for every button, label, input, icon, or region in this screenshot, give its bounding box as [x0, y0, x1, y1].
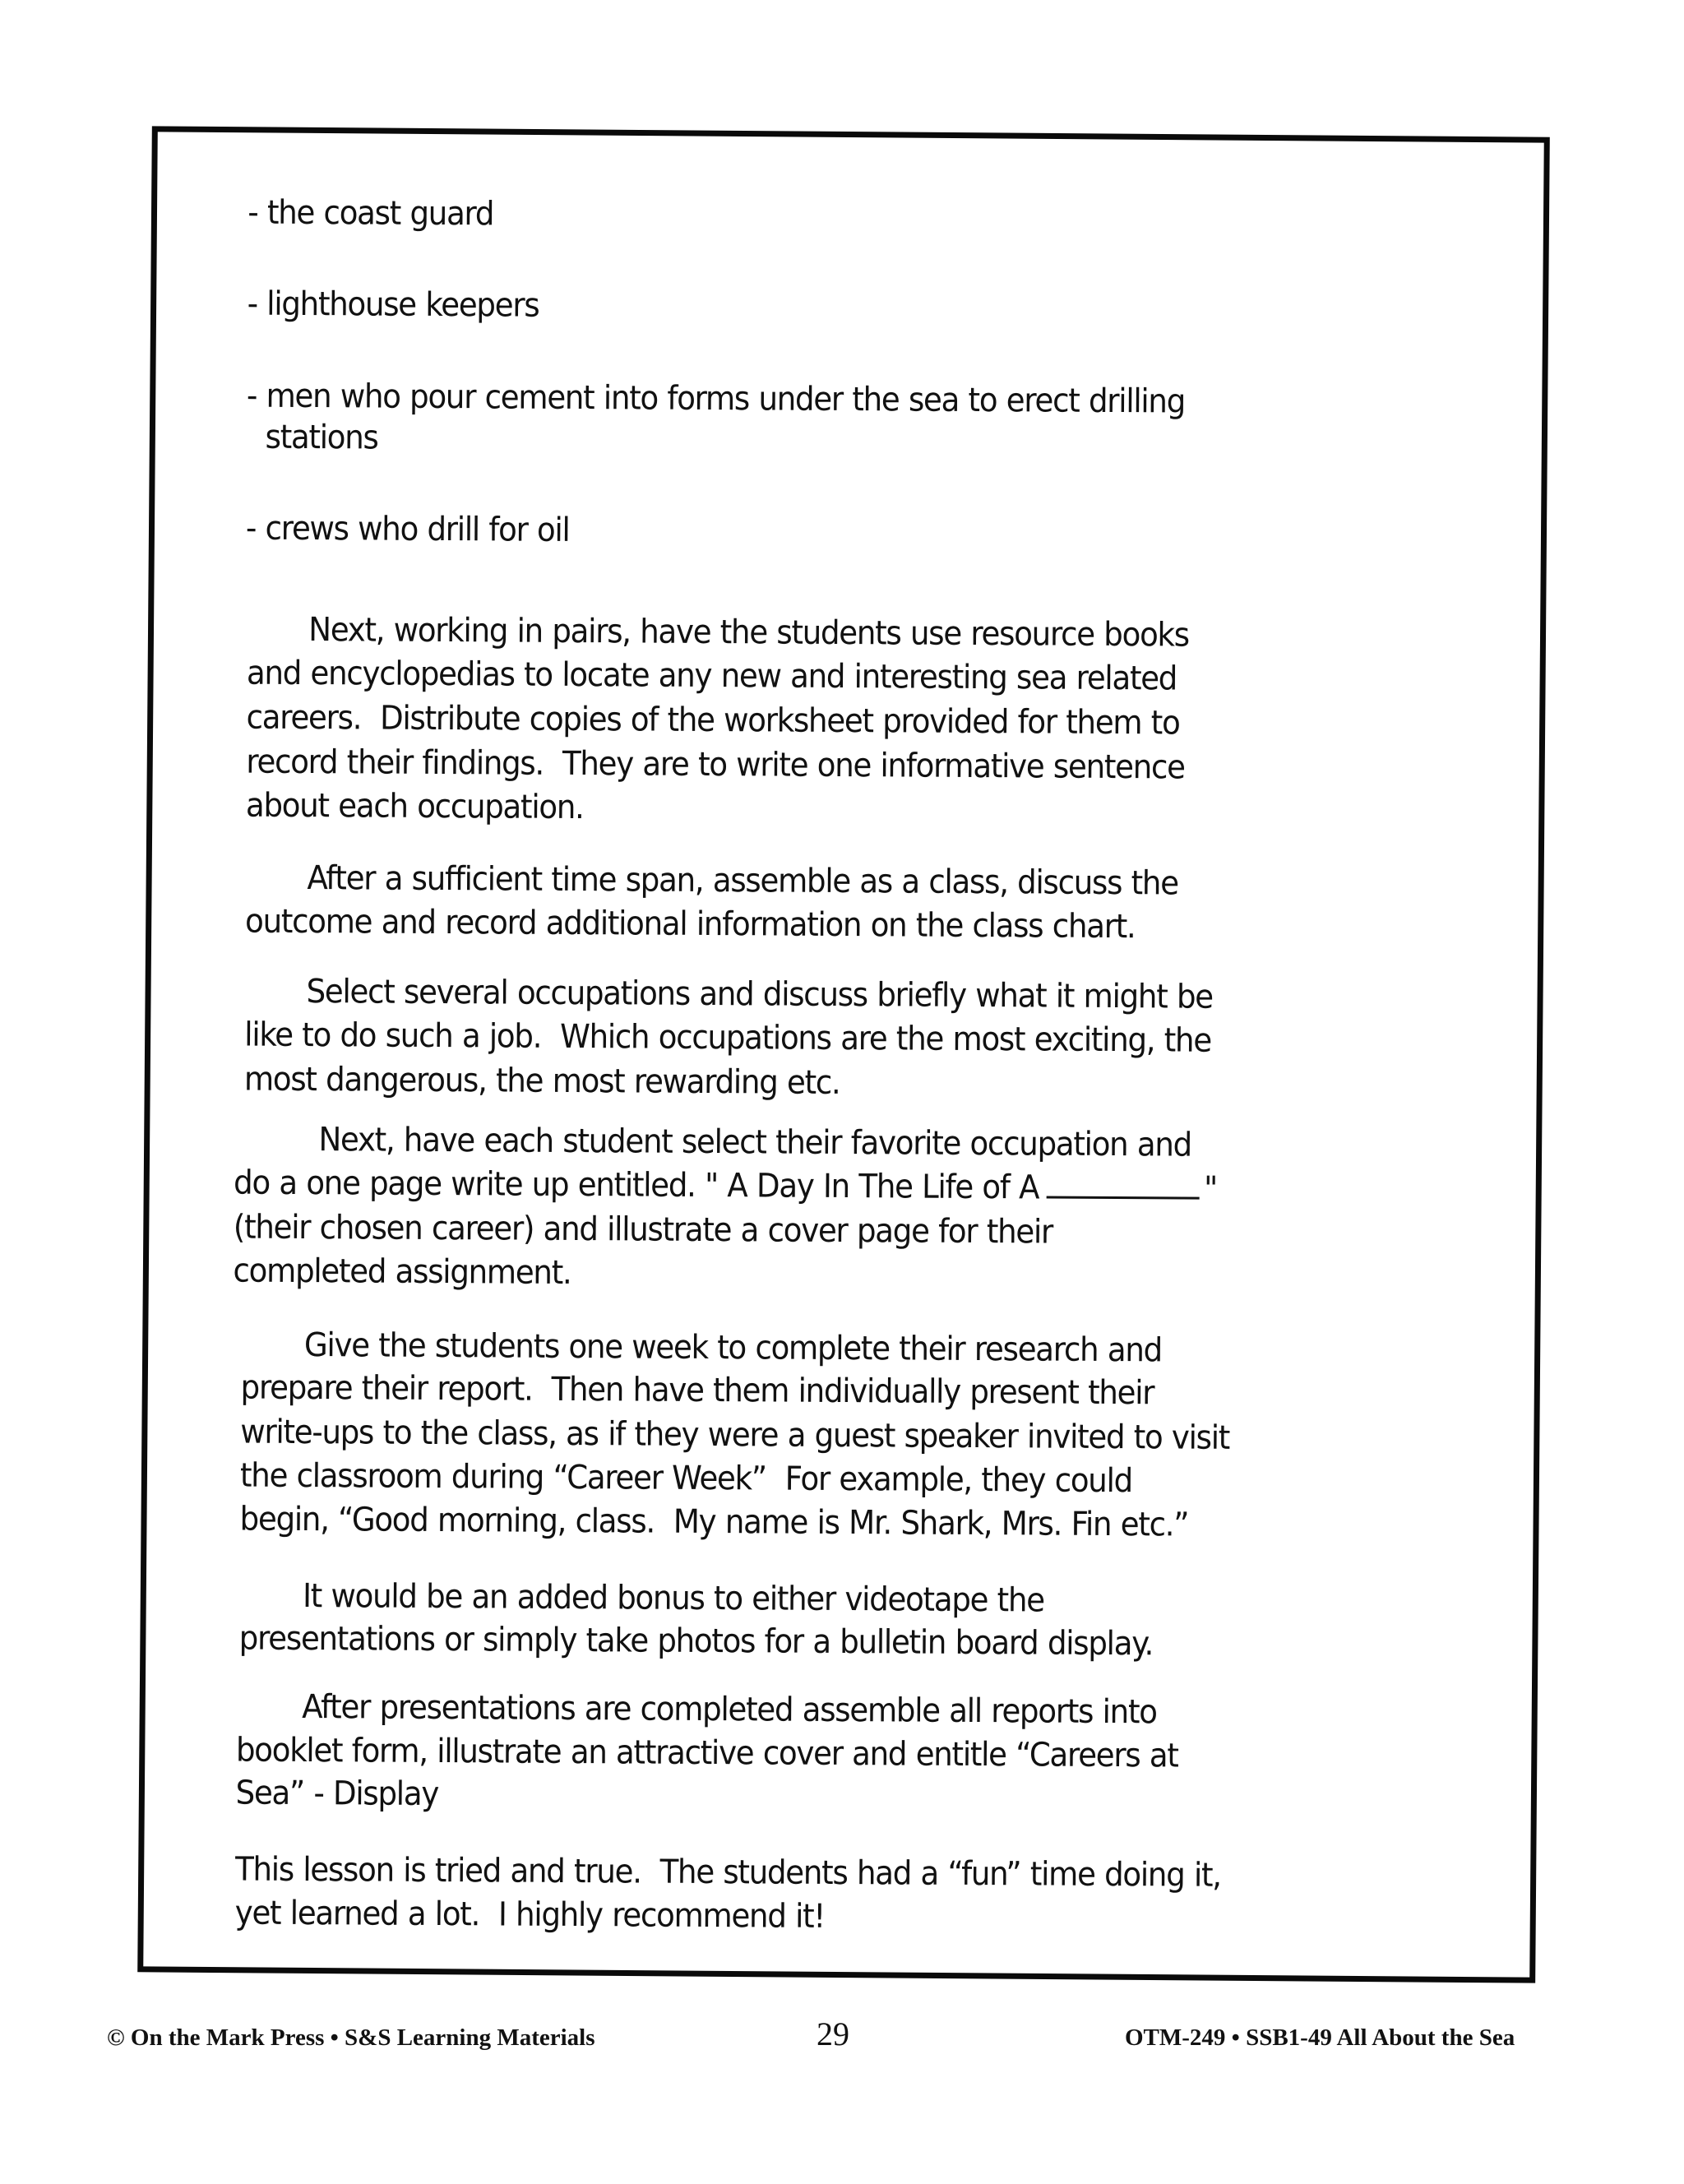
bullet-item-cement-men-continued: stations [246, 418, 378, 457]
paragraph-2-line-1: After a sufficient time span, assemble as a class, discuss the [307, 859, 1178, 903]
paragraph-4-line-2 [234, 1163, 1217, 1208]
page-number: 29 [817, 2015, 849, 2052]
bullet-item-lighthouse-keepers: - lighthouse keepers [247, 285, 539, 325]
closing-quote: " [1203, 1169, 1218, 1208]
paragraph-1-line-3: careers. Distribute copies of the worksheet provided for them to [246, 698, 1180, 743]
paragraph-8-line-2: yet learned a lot. I highly recommend it! [234, 1894, 826, 1936]
paragraph-7-line-3: Sea” - Display [235, 1774, 439, 1814]
paragraph-4-line-1: Next, have each student select their favorite occupation and [318, 1121, 1192, 1164]
paragraph-5-line-4: the classroom during “Career Week” For example, they could [239, 1456, 1133, 1501]
bullet-item-oil-crews: - crews who drill for oil [245, 509, 570, 549]
paragraph-1-line-1: Next, working in pairs, have the students use resource books [308, 611, 1189, 655]
paragraph-3-line-3: most dangerous, the most rewarding etc. [243, 1060, 840, 1102]
paragraph-7-line-2: booklet form, illustrate an attractive cover and entitle “Careers at [235, 1731, 1178, 1775]
paragraph-3-line-1: Select several occupations and discuss briefly what it might be [306, 973, 1213, 1016]
paragraph-4-line-3: (their chosen career) and illustrate a cover page for their [233, 1208, 1053, 1252]
footer-book-title: OTM-249 • SSB1-49 All About the Sea [1125, 2024, 1515, 2051]
paragraph-6-line-2: presentations or simply take photos for a bulletin board display. [238, 1619, 1154, 1663]
footer-publisher: © On the Mark Press • S&S Learning Materials [107, 2024, 595, 2051]
paragraph-1-line-4: record their findings. They are to write one informative sentence [246, 743, 1185, 787]
bullet-item-coast-guard: - the coast guard [248, 193, 494, 234]
paragraph-4-line-4: completed assignment. [233, 1252, 571, 1292]
paragraph-5-line-1: Give the students one week to complete their research and [303, 1326, 1163, 1370]
paragraph-2-line-2: outcome and record additional information on the class chart. [244, 902, 1136, 946]
paragraph-4-line-2-text: do a one page write up entitled. " A Day In The Life of A [233, 1164, 1039, 1207]
paragraph-1-line-2: and encyclopedias to locate any new and interesting sea related [246, 654, 1177, 698]
paragraph-7-line-1: After presentations are completed assemble all reports into [302, 1688, 1157, 1732]
paragraph-8-line-1: This lesson is tried and true. The students had a “fun” time doing it, [234, 1850, 1221, 1895]
paragraph-5-line-5: begin, “Good morning, class. My name is Mr. Shark, Mrs. Fin etc.” [239, 1500, 1189, 1544]
bullet-item-cement-men: - men who pour cement into forms under the sea to erect drilling [246, 377, 1186, 421]
paragraph-6-line-1: It would be an added bonus to either videotape the [302, 1577, 1044, 1620]
paragraph-1-line-5: about each occupation. [245, 786, 584, 827]
paragraph-3-line-2: like to do such a job. Which occupations are the most exciting, the [244, 1016, 1212, 1060]
paragraph-5-line-3: write-ups to the class, as if they were a guest speaker invited to visit [240, 1413, 1230, 1457]
paragraph-5-line-2: prepare their report. Then have them individually present their [240, 1368, 1154, 1413]
fill-in-blank [1046, 1172, 1199, 1200]
